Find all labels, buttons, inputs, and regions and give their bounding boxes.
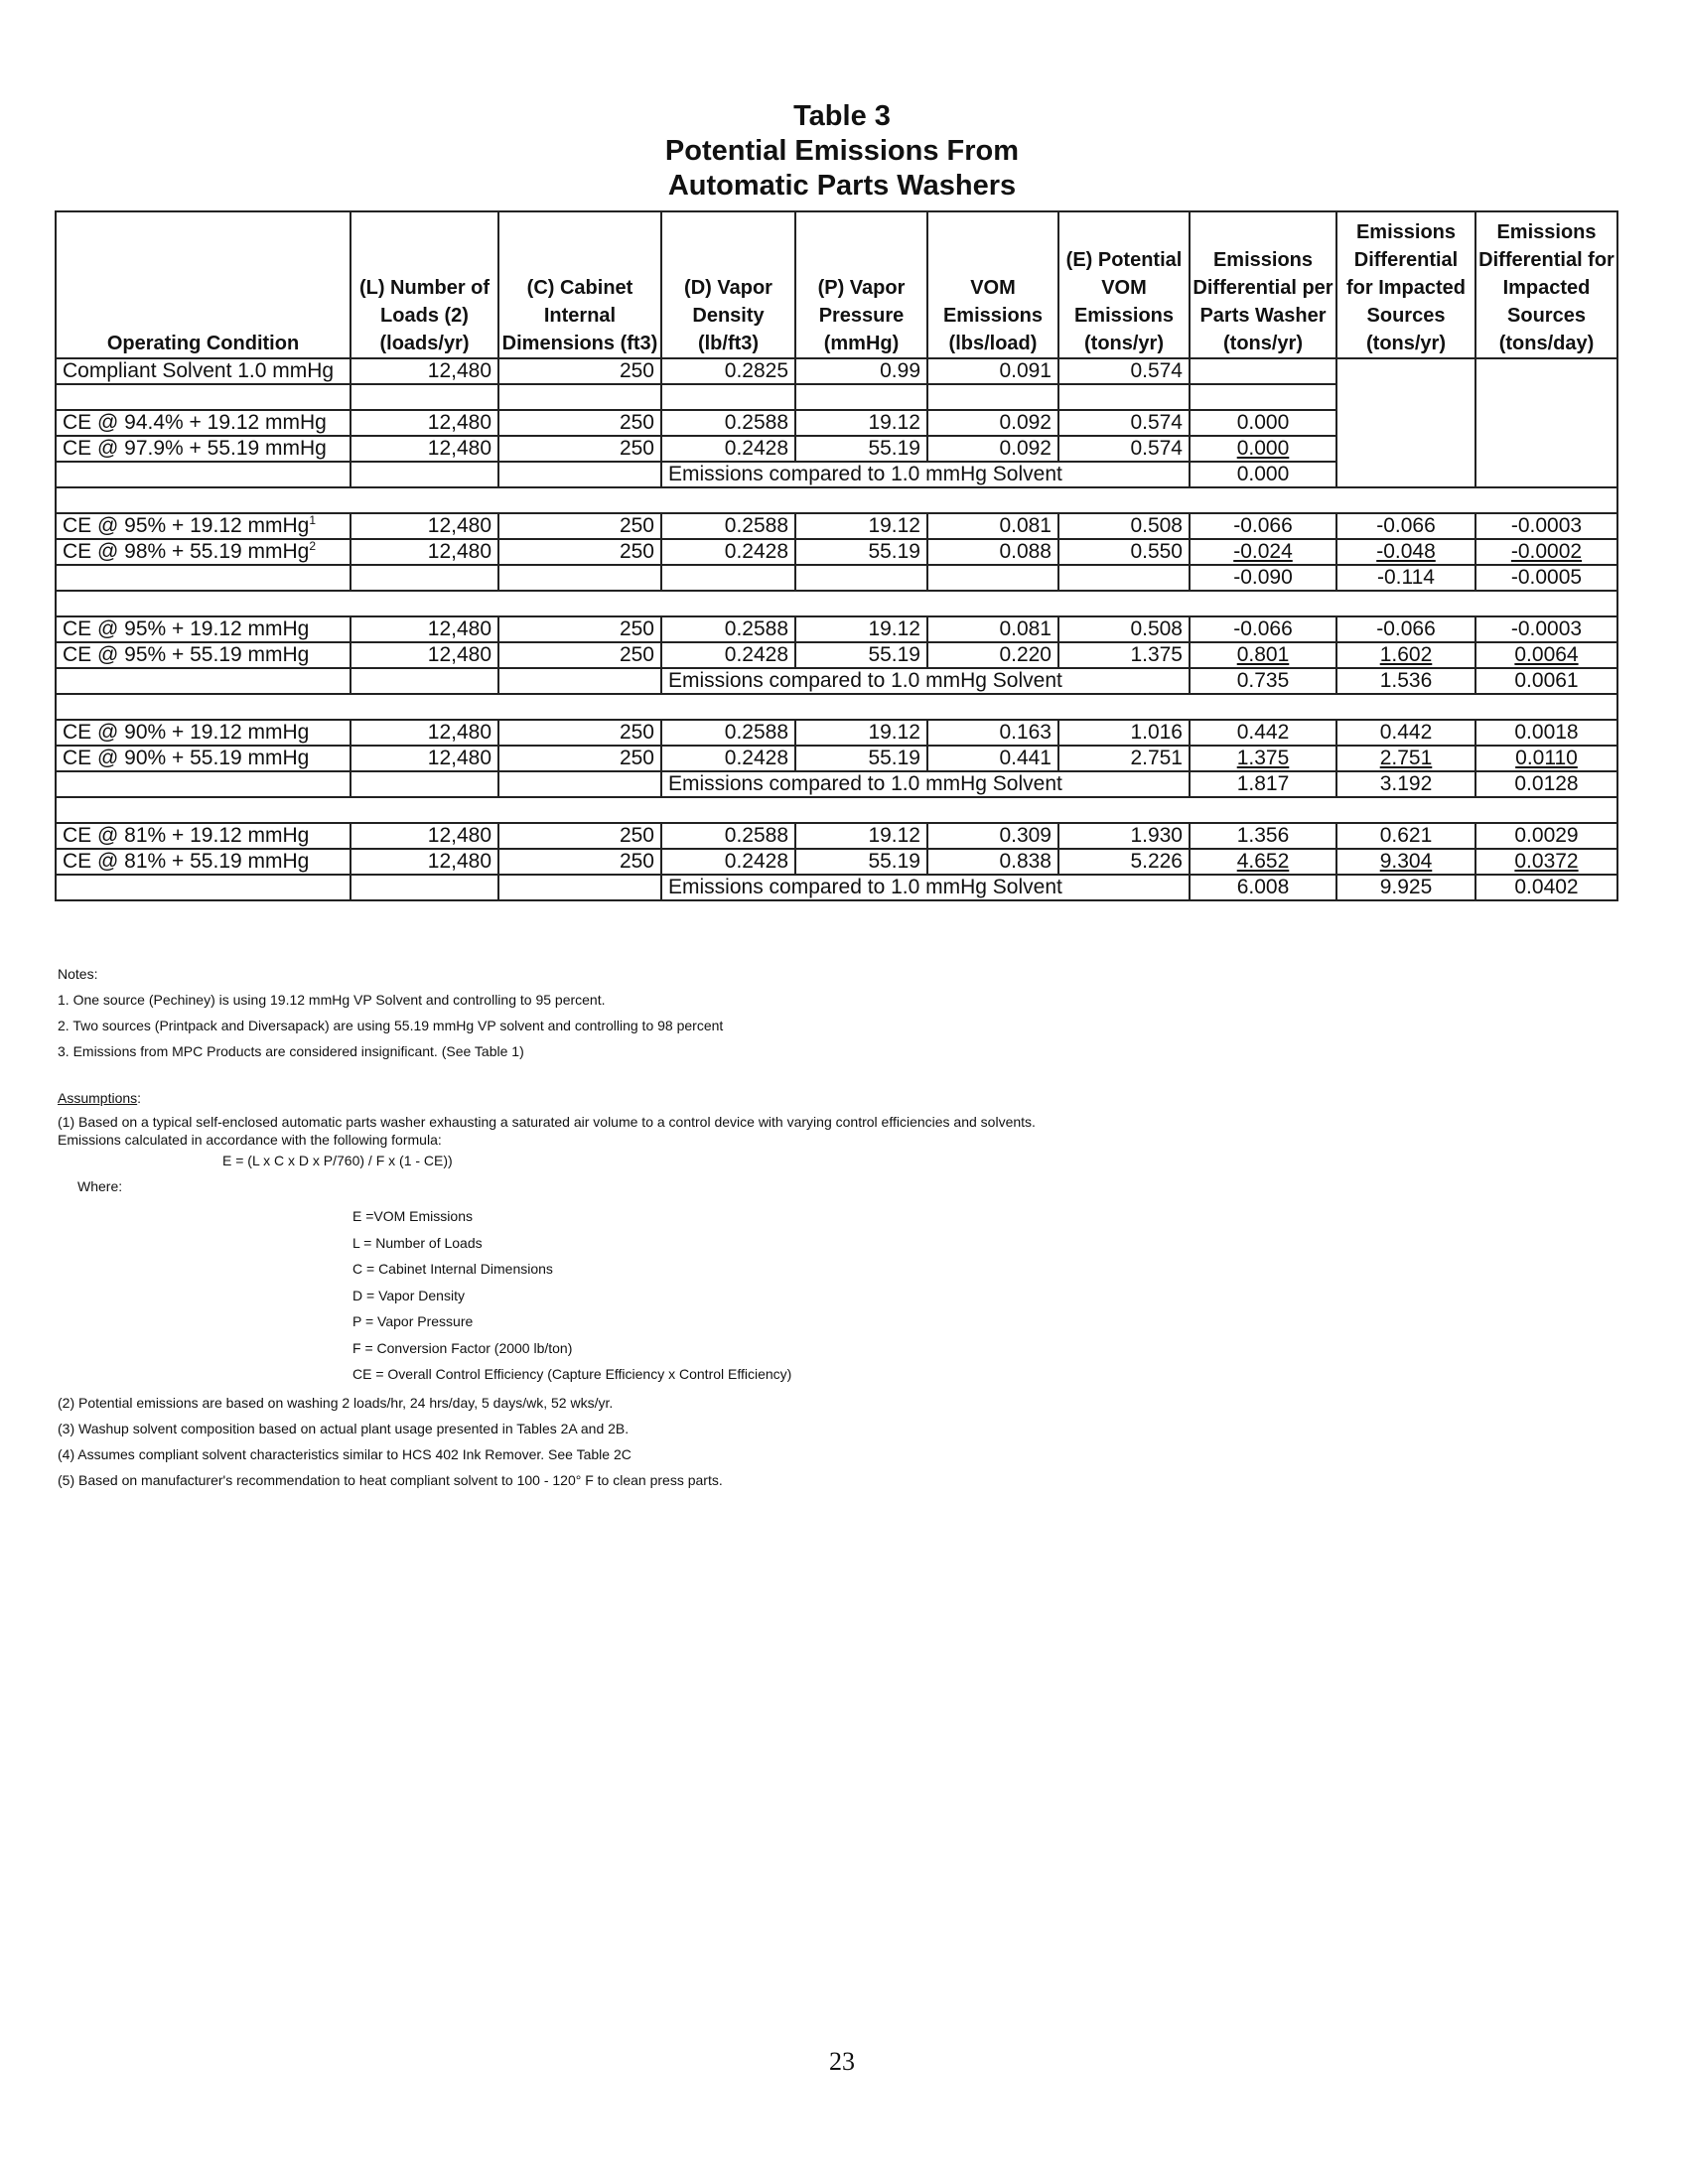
header-diff-per-washer: Emissions Differential per Parts Washer (tons/yr): [1190, 211, 1336, 358]
header-cabinet-dimensions: (C) Cabinet Internal Dimensions (ft3): [498, 211, 661, 358]
header-vom-emissions: VOM Emissions (lbs/load): [927, 211, 1058, 358]
definition: CE = Overall Control Efficiency (Capture Efficiency x Control Efficiency): [352, 1366, 792, 1382]
cell: Compliant Solvent 1.0 mmHg: [56, 358, 351, 384]
cell: 250: [498, 436, 661, 462]
title-line-2: Potential Emissions From: [664, 135, 1020, 167]
cell: 0.508: [1058, 616, 1190, 642]
definition: E =VOM Emissions: [352, 1208, 473, 1224]
cell: 0.000: [1190, 436, 1336, 462]
cell: CE @ 90% + 19.12 mmHg: [56, 720, 351, 746]
definition: P = Vapor Pressure: [352, 1313, 474, 1329]
cell: 1.356: [1190, 823, 1336, 849]
note-1: 1. One source (Pechiney) is using 19.12 mmHg VP Solvent and controlling to 95 percent.: [58, 992, 606, 1008]
subtotal-row: [56, 565, 1617, 591]
subtotal-row: [56, 771, 1617, 797]
cell: 12,480: [351, 642, 498, 668]
subtotal-row: [56, 668, 1617, 694]
cell: 12,480: [351, 410, 498, 436]
cell: 0.309: [927, 823, 1058, 849]
table-row: [56, 746, 1617, 771]
cell: [1336, 358, 1475, 487]
cell: 0.0029: [1475, 823, 1617, 849]
table-row: [56, 616, 1617, 642]
header-potential-vom: (E) Potential VOM Emissions (tons/yr): [1058, 211, 1190, 358]
cell: 250: [498, 539, 661, 565]
header-row: [56, 211, 1617, 358]
cell: 1.817: [1190, 771, 1336, 797]
cell: 0.0018: [1475, 720, 1617, 746]
cell: 3.192: [1336, 771, 1475, 797]
cell: 0.550: [1058, 539, 1190, 565]
cell: 0.2588: [661, 616, 795, 642]
cell: -0.090: [1190, 565, 1336, 591]
cell: CE @ 95% + 19.12 mmHg: [56, 616, 351, 642]
cell: 1.016: [1058, 720, 1190, 746]
header-operating-condition: Operating Condition: [56, 211, 351, 358]
cell: 250: [498, 410, 661, 436]
definition: F = Conversion Factor (2000 lb/ton): [352, 1339, 573, 1356]
cell: CE @ 97.9% + 55.19 mmHg: [56, 436, 351, 462]
cell: 0.2428: [661, 436, 795, 462]
cell: 0.838: [927, 849, 1058, 875]
notes-heading: Notes:: [58, 966, 98, 982]
cell: 0.574: [1058, 410, 1190, 436]
cell: 0.088: [927, 539, 1058, 565]
table-row: [56, 720, 1617, 746]
cell: 5.226: [1058, 849, 1190, 875]
table-title: [0, 99, 1684, 204]
cell: -0.024: [1190, 539, 1336, 565]
cell: 0.99: [795, 358, 927, 384]
cell: 250: [498, 823, 661, 849]
cell: 1.602: [1336, 642, 1475, 668]
assumption-1b: Emissions calculated in accordance with the following formula:: [58, 1132, 442, 1148]
cell: 250: [498, 746, 661, 771]
cell: 0.441: [927, 746, 1058, 771]
title-line-3: Automatic Parts Washers: [667, 170, 1017, 202]
cell: 0.0128: [1475, 771, 1617, 797]
cell: 19.12: [795, 410, 927, 436]
cell: 12,480: [351, 616, 498, 642]
cell: 6.008: [1190, 875, 1336, 900]
cell: 0.2428: [661, 642, 795, 668]
definition: D = Vapor Density: [352, 1287, 465, 1303]
cell: 0.735: [1190, 668, 1336, 694]
cell: 4.652: [1190, 849, 1336, 875]
cell: 0.092: [927, 410, 1058, 436]
cell: 9.925: [1336, 875, 1475, 900]
cell: -0.0003: [1475, 513, 1617, 539]
assumption-4: (4) Assumes compliant solvent characteristics similar to HCS 402 Ink Remover. See Table 2C: [58, 1446, 632, 1462]
cell: 19.12: [795, 720, 927, 746]
variable-definitions: [352, 1203, 791, 1388]
emissions-table: [55, 210, 1618, 901]
cell: 0.2825: [661, 358, 795, 384]
cell: 12,480: [351, 720, 498, 746]
cell: 0.442: [1190, 720, 1336, 746]
cell: 250: [498, 642, 661, 668]
cell: 0.2428: [661, 746, 795, 771]
spacer-row: [56, 694, 1617, 720]
definition: C = Cabinet Internal Dimensions: [352, 1261, 553, 1277]
cell: 0.801: [1190, 642, 1336, 668]
cell: -0.066: [1336, 616, 1475, 642]
assumptions-section: [58, 1089, 1036, 1195]
cell: CE @ 98% + 55.19 mmHg$^2$: [56, 539, 351, 565]
cell: 0.574: [1058, 358, 1190, 384]
cell: 250: [498, 358, 661, 384]
cell: 2.751: [1058, 746, 1190, 771]
assumption-1: (1) Based on a typical self-enclosed automatic parts washer exhausting a saturated air volume to a control device with varying control efficiencies and solvents.: [58, 1114, 1036, 1130]
notes-section: [58, 961, 723, 1064]
cell: 19.12: [795, 513, 927, 539]
cell: -0.114: [1336, 565, 1475, 591]
cell: 0.000: [1190, 462, 1336, 487]
table-row: [56, 823, 1617, 849]
cell: 250: [498, 616, 661, 642]
cell: 12,480: [351, 513, 498, 539]
cell: CE @ 94.4% + 19.12 mmHg: [56, 410, 351, 436]
cell: 12,480: [351, 539, 498, 565]
cell: CE @ 81% + 55.19 mmHg: [56, 849, 351, 875]
cell: 1.375: [1190, 746, 1336, 771]
cell: -0.048: [1336, 539, 1475, 565]
cell: -0.066: [1336, 513, 1475, 539]
cell: 0.220: [927, 642, 1058, 668]
table-row: [56, 849, 1617, 875]
cell: 0.092: [927, 436, 1058, 462]
subtotal-label: Emissions compared to 1.0 mmHg Solvent: [661, 875, 1190, 900]
subtotal-row: [56, 875, 1617, 900]
header-vapor-pressure: (P) Vapor Pressure (mmHg): [795, 211, 927, 358]
cell: 0.2588: [661, 823, 795, 849]
cell: CE @ 95% + 55.19 mmHg: [56, 642, 351, 668]
table-row: [56, 642, 1617, 668]
cell: 0.0064: [1475, 642, 1617, 668]
cell: 0.2428: [661, 849, 795, 875]
spacer-row: [56, 487, 1617, 513]
cell: 250: [498, 720, 661, 746]
subtotal-label: Emissions compared to 1.0 mmHg Solvent: [661, 462, 1190, 487]
header-vapor-density: (D) Vapor Density (lb/ft3): [661, 211, 795, 358]
cell: 0.0061: [1475, 668, 1617, 694]
cell: CE @ 90% + 55.19 mmHg: [56, 746, 351, 771]
cell: 1.930: [1058, 823, 1190, 849]
page-number: 23: [829, 2047, 855, 2076]
subtotal-label: Emissions compared to 1.0 mmHg Solvent: [661, 668, 1190, 694]
header-number-of-loads: (L) Number of Loads (2) (loads/yr): [351, 211, 498, 358]
spacer-row: [56, 797, 1617, 823]
title-line-1: Table 3: [793, 100, 891, 132]
cell: -0.0005: [1475, 565, 1617, 591]
cell: 55.19: [795, 436, 927, 462]
cell: 12,480: [351, 823, 498, 849]
cell: 1.536: [1336, 668, 1475, 694]
spacer-row: [56, 591, 1617, 616]
cell: 0.091: [927, 358, 1058, 384]
cell: 12,480: [351, 849, 498, 875]
assumption-3: (3) Washup solvent composition based on actual plant usage presented in Tables 2A and 2B.: [58, 1421, 630, 1436]
cell: 2.751: [1336, 746, 1475, 771]
cell: 12,480: [351, 746, 498, 771]
formula: E = (L x C x D x P/760) / F x (1 - CE)): [222, 1153, 453, 1168]
table-row: [56, 539, 1617, 565]
cell: 0.2588: [661, 410, 795, 436]
cell: 1.375: [1058, 642, 1190, 668]
cell: 0.0402: [1475, 875, 1617, 900]
cell: 0.000: [1190, 410, 1336, 436]
header-diff-impacted-yr: Emissions Differential for Impacted Sources (tons/yr): [1336, 211, 1475, 358]
assumptions-continued: [58, 1390, 723, 1493]
cell: 12,480: [351, 358, 498, 384]
cell: 0.442: [1336, 720, 1475, 746]
cell: 0.621: [1336, 823, 1475, 849]
cell: -0.066: [1190, 616, 1336, 642]
cell: -0.0002: [1475, 539, 1617, 565]
cell: 0.2428: [661, 539, 795, 565]
cell: 55.19: [795, 849, 927, 875]
cell: -0.0003: [1475, 616, 1617, 642]
cell: 9.304: [1336, 849, 1475, 875]
cell: 250: [498, 513, 661, 539]
cell: [1190, 358, 1336, 384]
assumption-5: (5) Based on manufacturer's recommendation to heat compliant solvent to 100 - 120° F to clean press parts.: [58, 1472, 723, 1488]
assumptions-heading: Assumptions:: [58, 1090, 142, 1106]
note-2: 2. Two sources (Printpack and Diversapack) are using 55.19 mmHg VP solvent and controlling to 98 percent: [58, 1018, 724, 1033]
cell: 0.163: [927, 720, 1058, 746]
cell: 250: [498, 849, 661, 875]
cell: 12,480: [351, 436, 498, 462]
cell: 0.508: [1058, 513, 1190, 539]
cell: 19.12: [795, 616, 927, 642]
cell: -0.066: [1190, 513, 1336, 539]
note-3: 3. Emissions from MPC Products are considered insignificant. (See Table 1): [58, 1043, 524, 1059]
cell: CE @ 95% + 19.12 mmHg$^1$: [56, 513, 351, 539]
cell: 0.0110: [1475, 746, 1617, 771]
cell: 55.19: [795, 539, 927, 565]
cell: 55.19: [795, 642, 927, 668]
cell: 0.2588: [661, 513, 795, 539]
cell: 0.2588: [661, 720, 795, 746]
table-row: [56, 358, 1617, 384]
cell: 0.081: [927, 513, 1058, 539]
definition: L = Number of Loads: [352, 1234, 483, 1251]
cell: [1475, 358, 1617, 487]
subtotal-label: Emissions compared to 1.0 mmHg Solvent: [661, 771, 1190, 797]
header-diff-impacted-day: Emissions Differential for Impacted Sources (tons/day): [1475, 211, 1617, 358]
table-row: [56, 513, 1617, 539]
cell: 19.12: [795, 823, 927, 849]
assumption-2: (2) Potential emissions are based on washing 2 loads/hr, 24 hrs/day, 5 days/wk, 52 wks/yr.: [58, 1395, 614, 1411]
where-label: Where:: [77, 1178, 123, 1194]
cell: 55.19: [795, 746, 927, 771]
cell: 0.574: [1058, 436, 1190, 462]
cell: CE @ 81% + 19.12 mmHg: [56, 823, 351, 849]
cell: 0.0372: [1475, 849, 1617, 875]
cell: 0.081: [927, 616, 1058, 642]
